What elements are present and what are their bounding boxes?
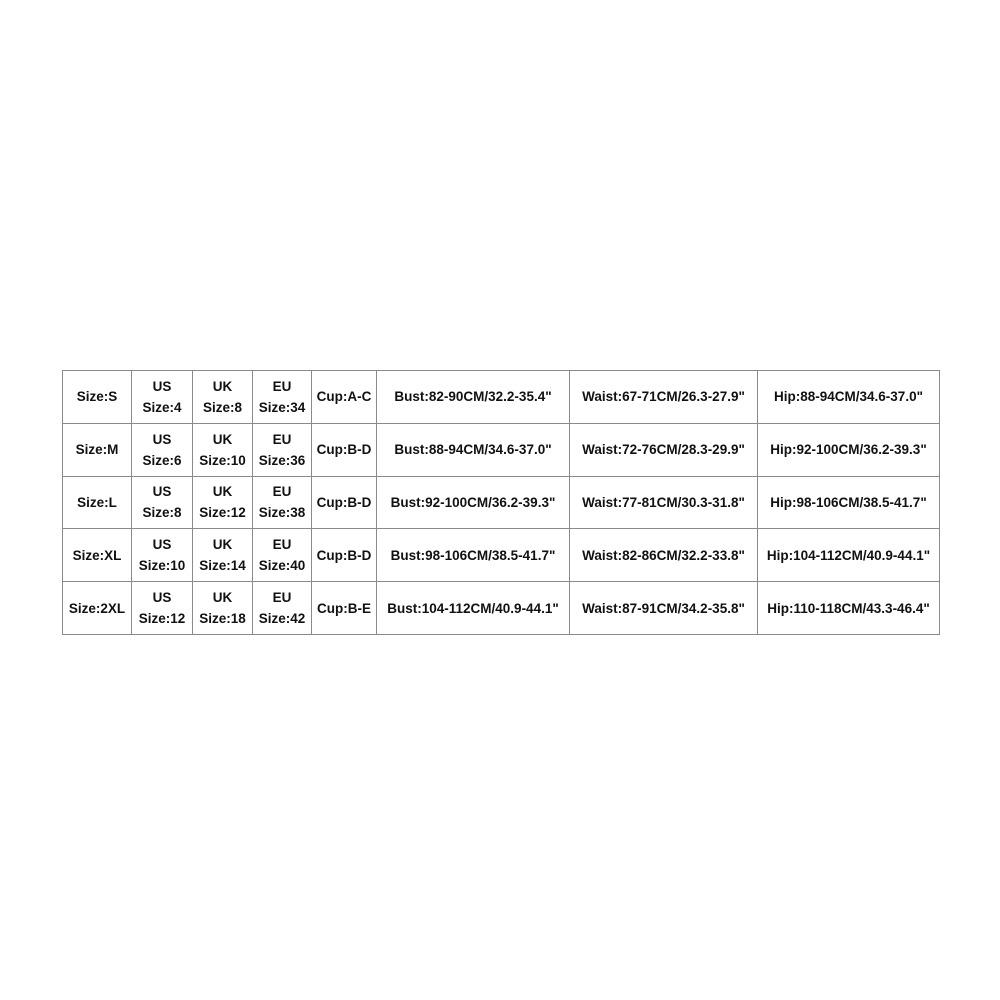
table-row: [63, 476, 940, 529]
uk-size-value: Size:18: [199, 611, 246, 627]
us-size-cell: [132, 476, 193, 529]
waist-cell: Waist:87-91CM/34.2-35.8": [570, 582, 758, 635]
size-chart-table: [62, 370, 940, 635]
eu-size-cell: [253, 529, 312, 582]
table-row: [63, 371, 940, 424]
uk-size-cell: [193, 423, 253, 476]
uk-label: UK: [212, 431, 233, 447]
us-label: US: [152, 431, 172, 447]
bust-cell: Bust:88-94CM/34.6-37.0": [377, 423, 570, 476]
uk-label: UK: [212, 484, 233, 500]
us-size-value: Size:4: [142, 399, 182, 415]
us-size-value: Size:6: [142, 452, 182, 468]
uk-label: UK: [212, 537, 233, 553]
us-size-value: Size:8: [142, 505, 182, 521]
size-cell: Size:XL: [63, 529, 132, 582]
uk-label: UK: [212, 590, 233, 606]
size-cell: Size:2XL: [63, 582, 132, 635]
table-row: [63, 529, 940, 582]
table-row: [63, 582, 940, 635]
size-cell: Size:L: [63, 476, 132, 529]
uk-size-value: Size:14: [199, 558, 246, 574]
eu-size-cell: [253, 371, 312, 424]
waist-cell: Waist:77-81CM/30.3-31.8": [570, 476, 758, 529]
uk-size-value: Size:8: [202, 399, 243, 415]
eu-label: EU: [272, 378, 292, 394]
cup-cell: Cup:B-D: [312, 476, 377, 529]
uk-size-cell: [193, 476, 253, 529]
uk-label: UK: [212, 378, 233, 394]
us-label: US: [152, 378, 172, 394]
uk-size-cell: [193, 582, 253, 635]
bust-cell: Bust:104-112CM/40.9-44.1": [377, 582, 570, 635]
eu-size-cell: [253, 423, 312, 476]
hip-cell: Hip:104-112CM/40.9-44.1": [758, 529, 940, 582]
waist-cell: Waist:82-86CM/32.2-33.8": [570, 529, 758, 582]
us-size-value: Size:10: [138, 558, 186, 574]
us-label: US: [152, 537, 172, 553]
us-label: US: [152, 484, 172, 500]
table-row: [63, 423, 940, 476]
eu-size-value: Size:36: [258, 452, 306, 468]
us-size-cell: [132, 371, 193, 424]
eu-size-value: Size:34: [258, 399, 306, 415]
size-cell: Size:S: [63, 371, 132, 424]
eu-label: EU: [272, 590, 292, 606]
eu-label: EU: [272, 484, 292, 500]
uk-size-cell: [193, 529, 253, 582]
eu-label: EU: [272, 537, 292, 553]
size-cell: Size:M: [63, 423, 132, 476]
eu-size-value: Size:38: [258, 505, 306, 521]
uk-size-value: Size:12: [199, 505, 246, 521]
cup-cell: Cup:B-D: [312, 529, 377, 582]
bust-cell: Bust:98-106CM/38.5-41.7": [377, 529, 570, 582]
hip-cell: Hip:88-94CM/34.6-37.0": [758, 371, 940, 424]
hip-cell: Hip:92-100CM/36.2-39.3": [758, 423, 940, 476]
hip-cell: Hip:98-106CM/38.5-41.7": [758, 476, 940, 529]
cup-cell: Cup:B-D: [312, 423, 377, 476]
eu-size-value: Size:42: [258, 611, 306, 627]
size-chart-body: [63, 371, 940, 635]
us-label: US: [152, 590, 172, 606]
eu-label: EU: [272, 431, 292, 447]
eu-size-value: Size:40: [258, 558, 306, 574]
eu-size-cell: [253, 476, 312, 529]
waist-cell: Waist:67-71CM/26.3-27.9": [570, 371, 758, 424]
cup-cell: Cup:B-E: [312, 582, 377, 635]
uk-size-cell: [193, 371, 253, 424]
us-size-cell: [132, 423, 193, 476]
bust-cell: Bust:82-90CM/32.2-35.4": [377, 371, 570, 424]
hip-cell: Hip:110-118CM/43.3-46.4": [758, 582, 940, 635]
cup-cell: Cup:A-C: [312, 371, 377, 424]
bust-cell: Bust:92-100CM/36.2-39.3": [377, 476, 570, 529]
us-size-cell: [132, 582, 193, 635]
uk-size-value: Size:10: [199, 452, 246, 468]
us-size-cell: [132, 529, 193, 582]
us-size-value: Size:12: [138, 611, 186, 627]
waist-cell: Waist:72-76CM/28.3-29.9": [570, 423, 758, 476]
eu-size-cell: [253, 582, 312, 635]
